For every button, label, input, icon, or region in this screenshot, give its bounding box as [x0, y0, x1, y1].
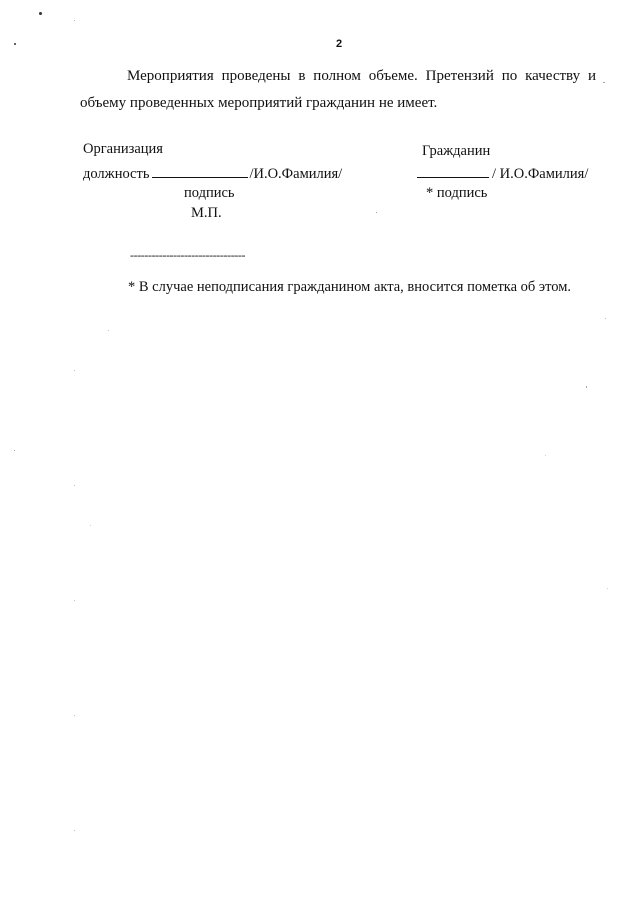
scan-speck — [74, 600, 75, 601]
scan-speck — [605, 318, 606, 319]
citizen-label: Гражданин — [422, 143, 491, 159]
scan-speck — [586, 386, 587, 388]
scan-speck — [90, 525, 91, 526]
scan-speck — [74, 830, 75, 831]
scan-speck — [74, 20, 75, 21]
organization-signature-caption: подпись — [184, 185, 235, 201]
scan-speck — [74, 715, 75, 716]
scan-speck — [74, 370, 75, 371]
stamp-label: М.П. — [191, 205, 222, 221]
citizen-signature-caption: * подпись — [426, 185, 488, 201]
footnote-text: * В случае неподписания гражданином акта, вносится пометка об этом. — [128, 279, 572, 295]
organization-signature-line — [83, 163, 342, 183]
footnote-separator: -------------------------------- — [130, 248, 246, 262]
scan-speck — [74, 485, 75, 486]
paragraph-line-2: объему проведенных мероприятий гражданин не имеет. — [80, 95, 438, 111]
paragraph-line-1: Мероприятия проведены в полном объеме. Претензий по качеству и — [127, 68, 596, 84]
scan-speck — [603, 82, 605, 83]
page-number: 2 — [336, 38, 343, 50]
organization-name-placeholder: /И.О.Фамилия/ — [249, 166, 343, 182]
organization-label: Организация — [83, 141, 163, 157]
position-label: должность — [83, 166, 150, 182]
scan-speck — [376, 212, 377, 213]
citizen-signature-blank — [417, 163, 489, 178]
scan-speck — [39, 12, 42, 15]
scan-speck — [545, 455, 546, 456]
scan-speck — [607, 588, 608, 589]
citizen-name-placeholder: / И.О.Фамилия/ — [492, 166, 589, 182]
scan-speck — [108, 330, 109, 331]
organization-signature-blank — [152, 163, 248, 178]
citizen-signature-line — [417, 163, 588, 183]
scan-speck — [14, 43, 16, 45]
scan-speck — [14, 450, 15, 451]
